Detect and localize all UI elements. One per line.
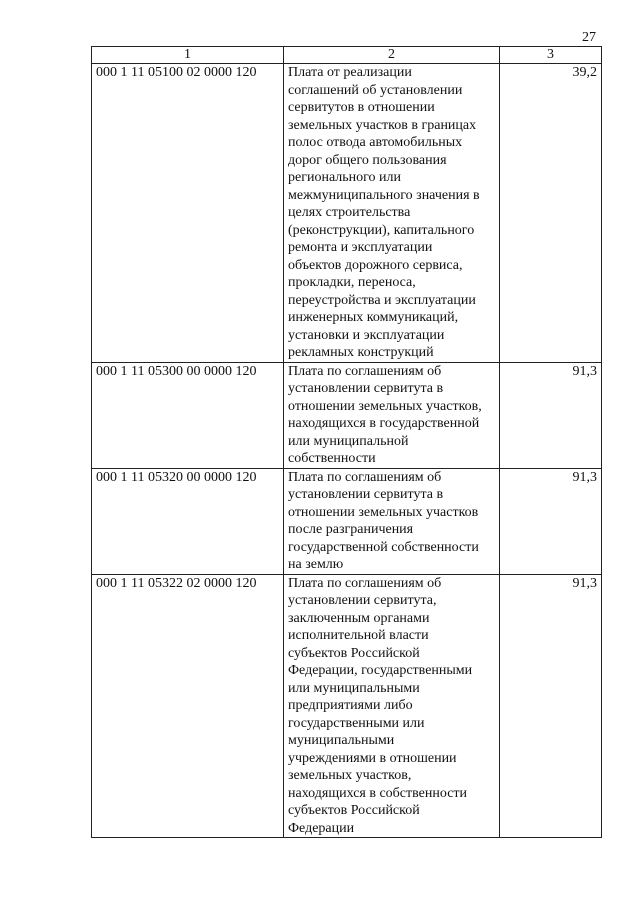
amount-value: 39,2 <box>500 64 602 363</box>
budget-revenue-table <box>91 46 602 838</box>
description-line: находящихся в государственной <box>288 416 480 431</box>
description-line: собственности <box>288 451 376 466</box>
budget-classification-code: 000 1 11 05100 02 0000 120 <box>92 64 284 363</box>
header-row <box>92 47 602 64</box>
table-row <box>92 468 602 574</box>
description-line: Плата по соглашениям об <box>288 363 442 379</box>
description-line: или муниципальной <box>288 433 409 449</box>
header-column-3: 3 <box>500 47 602 64</box>
description-line: субъектов Российской <box>288 803 420 818</box>
description-line: целях строительства <box>288 205 411 220</box>
description-line: установлении сервитута, <box>288 593 437 608</box>
description-line: Плата по соглашениям об <box>288 469 442 485</box>
description-line: ремонта и эксплуатации <box>288 240 433 255</box>
description-line: муниципальными <box>288 733 395 748</box>
description-line: Федерации, государственными <box>288 663 473 678</box>
description-line: после разграничения <box>288 522 414 537</box>
description-line: земельных участков в границах <box>288 117 477 133</box>
description-line: Федерации <box>288 820 355 836</box>
description-line: (реконструкции), капитального <box>288 222 475 238</box>
revenue-description <box>284 574 500 838</box>
description-line: находящихся в собственности <box>288 785 468 801</box>
description-line: прокладки, переноса, <box>288 275 416 290</box>
description-line: полос отвода автомобильных <box>288 135 463 150</box>
table-body <box>92 64 602 838</box>
description-line: сервитутов в отношении <box>288 100 435 115</box>
table-row <box>92 64 602 363</box>
budget-classification-code: 000 1 11 05320 00 0000 120 <box>92 468 284 574</box>
description-line: установлении сервитута в <box>288 487 444 502</box>
description-line: или муниципальными <box>288 680 420 696</box>
amount-value: 91,3 <box>500 362 602 468</box>
header-column-1: 1 <box>92 47 284 64</box>
description-line: рекламных конструкций <box>288 345 434 360</box>
description-line: исполнительной власти <box>288 628 429 643</box>
description-line: земельных участков, <box>288 768 412 783</box>
description-line: переустройства и эксплуатации <box>288 292 476 308</box>
description-line: соглашений об установлении <box>288 82 463 98</box>
revenue-description <box>284 362 500 468</box>
description-line: установлении сервитута в <box>288 381 444 396</box>
revenue-description <box>284 64 500 363</box>
header-column-2: 2 <box>284 47 500 64</box>
description-line: на землю <box>288 557 344 572</box>
description-line: межмуниципального значения в <box>288 187 480 203</box>
description-line: заключенным органами <box>288 610 430 626</box>
description-line: субъектов Российской <box>288 645 420 661</box>
revenue-description <box>284 468 500 574</box>
description-line: инженерных коммуникаций, <box>288 310 459 325</box>
description-line: отношении земельных участков <box>288 504 479 520</box>
table-row <box>92 362 602 468</box>
amount-value: 91,3 <box>500 574 602 838</box>
description-line: государственными или <box>288 715 425 731</box>
budget-classification-code: 000 1 11 05300 00 0000 120 <box>92 362 284 468</box>
amount-value: 91,3 <box>500 468 602 574</box>
description-line: отношении земельных участков, <box>288 398 482 414</box>
description-line: дорог общего пользования <box>288 152 447 168</box>
description-line: предприятиями либо <box>288 698 413 713</box>
page-number: 27 <box>582 30 596 45</box>
description-line: установки и эксплуатации <box>288 327 445 343</box>
description-line: учреждениями в отношении <box>288 750 457 766</box>
description-line: регионального или <box>288 170 402 185</box>
description-line: Плата от реализации <box>288 65 412 80</box>
table-row <box>92 574 602 838</box>
description-line: Плата по соглашениям об <box>288 575 442 591</box>
description-line: объектов дорожного сервиса, <box>288 257 463 273</box>
description-line: государственной собственности <box>288 539 479 555</box>
budget-classification-code: 000 1 11 05322 02 0000 120 <box>92 574 284 838</box>
